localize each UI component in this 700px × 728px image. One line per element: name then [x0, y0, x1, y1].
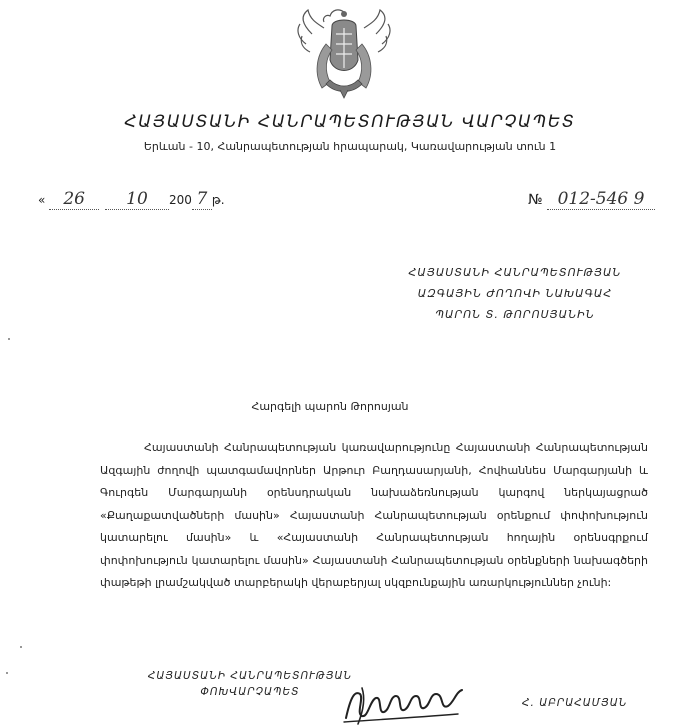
document-number [528, 189, 655, 210]
government-header-title: ՀԱՅԱՍՏԱՆԻ ՀԱՆՐԱՊԵՏՈՒԹՅԱՆ ՎԱՐՉԱՊԵՏ [124, 112, 576, 132]
salutation: Հարգելի պարոն Թորոսյան [251, 400, 409, 413]
recipient-line-3: ՊԱՐՈՆ Տ. ԹՈՐՈՍՅԱՆԻՆ [435, 308, 595, 321]
date-year-unit: թ. [211, 193, 225, 207]
signatory-name: Հ. ԱԲՐԱՀԱՄՅԱՆ [522, 697, 628, 709]
document-date [38, 189, 225, 210]
number-value: 012-546 9 [547, 189, 655, 210]
date-open-quote: « [38, 193, 46, 207]
signatory-title-line-2: ՓՈԽՎԱՐՉԱՊԵՏ [200, 686, 300, 698]
scan-speck [6, 672, 8, 674]
coat-of-arms-icon [292, 4, 396, 100]
letter-body: Հայաստանի Հանրապետության կառավարությունը Հայաստանի Հանրապետության Ազգային ժողովի պատգամավորներ Արթուր Բաղդասարյանի, Հովհաննես Մարգարյանի և Գուրգեն Մարգարյանի օրենսդրական նախաձեռնության կարգով ներկայացրած «Քաղաքատվածների մասին» Հայաստանի Հանրապետության օրենքում փոփոխություն կատարելու մասին» և «Հայաստանի Հանրապետության հողային օրենսգրքում փոփոխություն կատարելու մասին» Հայաստանի Հանրապետության օրենքների նախագծերի փաթեթի լրամշակված տարբերակի վերաբերյալ սկզբունքային առարկություններ չունի: [100, 441, 648, 589]
number-label: № [528, 192, 543, 208]
scan-speck [20, 646, 22, 648]
scan-speck [8, 338, 10, 340]
date-month: 10 [105, 189, 169, 210]
handwritten-signature [340, 680, 470, 726]
signatory-title [140, 668, 360, 700]
date-year-suffix: 7 [192, 189, 212, 210]
recipient-line-1: ՀԱՅԱՍՏԱՆԻ ՀԱՆՐԱՊԵՏՈՒԹՅԱՆ [408, 266, 622, 279]
recipient-line-2: ԱԶԳԱՅԻՆ ԺՈՂՈՎԻ ՆԱԽԱԳԱՀ [417, 287, 613, 300]
government-address: Երևան - 10, Հանրապետության հրապարակ, Կառավարության տուն 1 [143, 140, 557, 153]
date-year-prefix: 200 [169, 193, 192, 207]
date-day: 26 [49, 189, 99, 210]
recipient-block [380, 262, 650, 325]
signatory-title-line-1: ՀԱՅԱՍՏԱՆԻ ՀԱՆՐԱՊԵՏՈՒԹՅԱՆ [147, 670, 353, 682]
